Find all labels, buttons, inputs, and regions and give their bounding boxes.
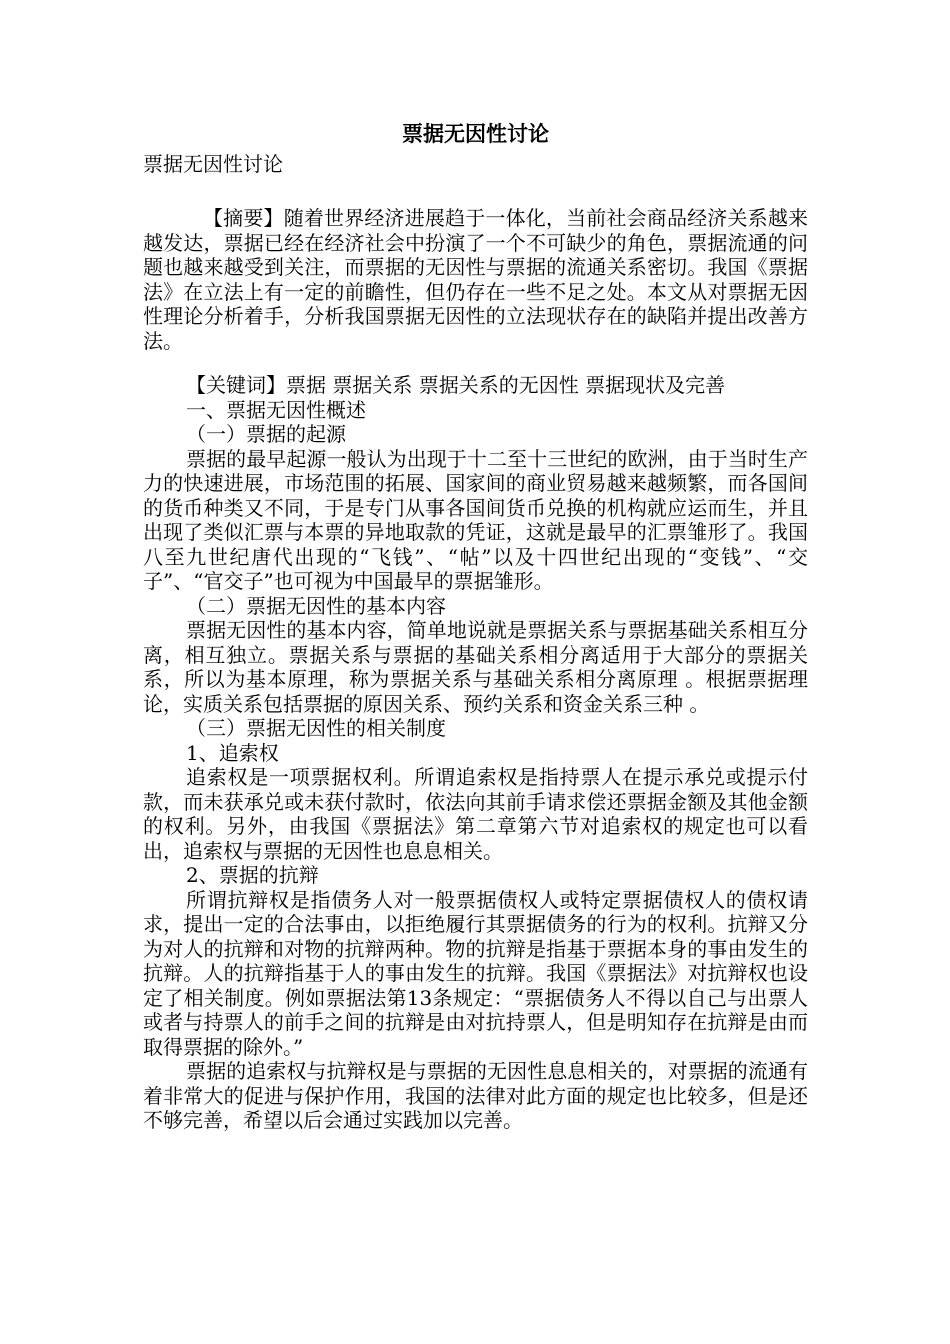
document-title: 票据无因性讨论 — [402, 121, 549, 146]
subsection-heading: （三）票据无因性的相关制度 — [186, 716, 446, 740]
spacer — [143, 178, 808, 206]
closing-paragraph: 票据的追索权与抗辩权是与票据的无因性息息相关的，对票据的流通有着非常大的促进与保护作用，我国的法律对此方面的规定也比较多，但是还不够完善，希望以后会通过实践加以完善。 — [143, 1059, 808, 1132]
item-heading: 2、票据的抗辩 — [186, 863, 319, 887]
document-page — [143, 118, 808, 1133]
subsection-heading: （二）票据无因性的基本内容 — [186, 593, 446, 618]
spacer — [143, 353, 808, 373]
section-heading: 一、票据无因性概述 — [186, 397, 366, 422]
body-paragraph: 追索权是一项票据权利。所谓追索权是指持票人在提示承兑或提示付款，而未获承兑或未获付款时，依法向其前手请求偿还票据金额及其他金额的权利。另外，由我国《票据法》第二章第六节对追索权的规定也可以看出，追索权与票据的无因性也息息相关。 — [143, 765, 808, 863]
abstract-paragraph: 【摘要】随着世界经济进展趋于一体化，当前社会商品经济关系越来越发达，票据已经在经济社会中扮演了一个不可缺少的角色，票据流通的问题也越来越受到关注，而票据的无因性与票据的流通关系密切。我国《票据法》在立法上有一定的前瞻性，但仍存在一些不足之处。本文从对票据无因性理论分析着手，分析我国票据无因性的立法现状存在的缺陷并提出改善方法。 — [143, 206, 808, 353]
body-paragraph: 票据的最早起源一般认为出现于十二至十三世纪的欧洲，由于当时生产力的快速进展，市场范围的拓展、国家间的商业贸易越来越频繁，而各国间的货币种类又不同，于是专门从事各国间货币兑换的机构就应运而生，并且出现了类似汇票与本票的异地取款的凭证，这就是最早的汇票雏形了。我国八至九世纪唐代出现的“飞钱”、“帖”以及十四世纪出现的“变钱”、“交子”、“官交子”也可视为中国最早的票据雏形。 — [143, 446, 808, 593]
subsection-heading: （一）票据的起源 — [186, 422, 346, 446]
document-subtitle: 票据无因性讨论 — [143, 152, 283, 176]
item-heading: 1、追索权 — [186, 740, 279, 765]
keywords-line: 【关键词】票据 票据关系 票据关系的无因性 票据现状及完善 — [186, 373, 726, 397]
body-paragraph: 所谓抗辩权是指债务人对一般票据债权人或特定票据债权人的债权请求，提出一定的合法事由，以拒绝履行其票据债务的行为的权利。抗辩又分为对人的抗辩和对物的抗辩两种。物的抗辩是指基于票据本身的事由发生的抗辩。人的抗辩指基于人的事由发生的抗辩。我国《票据法》对抗辩权也设定了相关制度。例如票据法第13条规定：“票据债务人不得以自己与出票人或者与持票人的前手之间的抗辩是由对抗持票人，但是明知存在抗辩是由而取得票据的除外。” — [143, 887, 808, 1059]
body-paragraph: 票据无因性的基本内容，简单地说就是票据关系与票据基础关系相互分离，相互独立。票据关系与票据的基础关系相分离适用于大部分的票据关系，所以为基本原理，称为票据关系与基础关系相分离原理 。根据票据理论，实质关系包括票据的原因关系、预约关系和资金关系三种 。 — [143, 618, 808, 716]
